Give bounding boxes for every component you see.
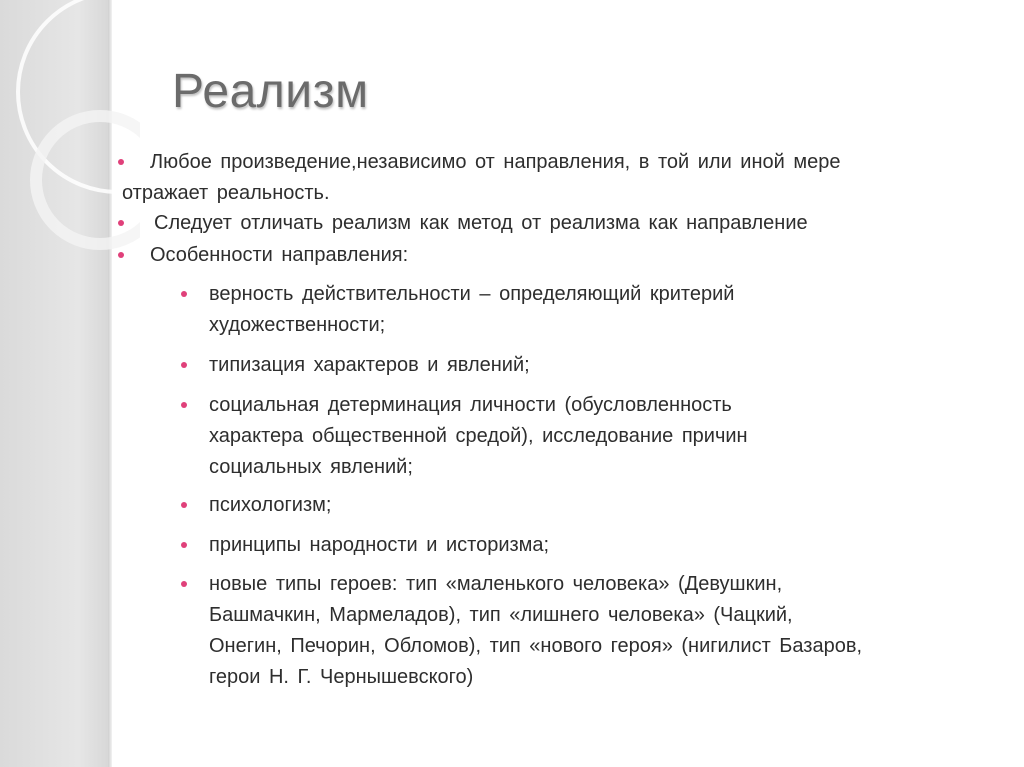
bullet-text: Любое произведение,независимо от направления, в той или иной мере [150,151,841,173]
sub-bullet-dot [181,362,187,368]
sub-bullet-text: верность действительности – определяющий критерий художественности; [209,283,735,336]
sub-bullet-dot [181,502,187,508]
sub-bullet-text: психологизм; [209,494,332,516]
slide-title: Реализм [172,65,369,118]
sub-bullet-dot [181,291,187,297]
bullet-dot [118,159,124,165]
sub-bullet-dot [181,581,187,587]
sub-bullet-dot [181,542,187,548]
bullet-dot [118,220,124,226]
sub-bullet-text: новые типы героев: тип «маленького человека» (Девушкин, Башмачкин, Мармеладов), тип «лишнего человека» (Чацкий, Онегин, Печорин, Обломов), тип «нового героя» (нигилист Базаров, герои Н. Г. Чернышевского) [209,573,863,688]
sub-bullet-text: социальная детерминация личности (обусловленность характера общественной средой), исследование причин социальных явлений; [209,394,748,478]
bullet-dot [118,252,124,258]
bullet-text: Особенности направления: [150,244,409,266]
bullet-text-continued: отражает реальность. [122,182,330,204]
bullet-text: Следует отличать реализм как метод от реализма как направление [154,212,808,234]
sub-bullet-text: принципы народности и историзма; [209,534,550,556]
sub-bullet-dot [181,402,187,408]
sub-bullet-text: типизация характеров и явлений; [209,354,530,376]
